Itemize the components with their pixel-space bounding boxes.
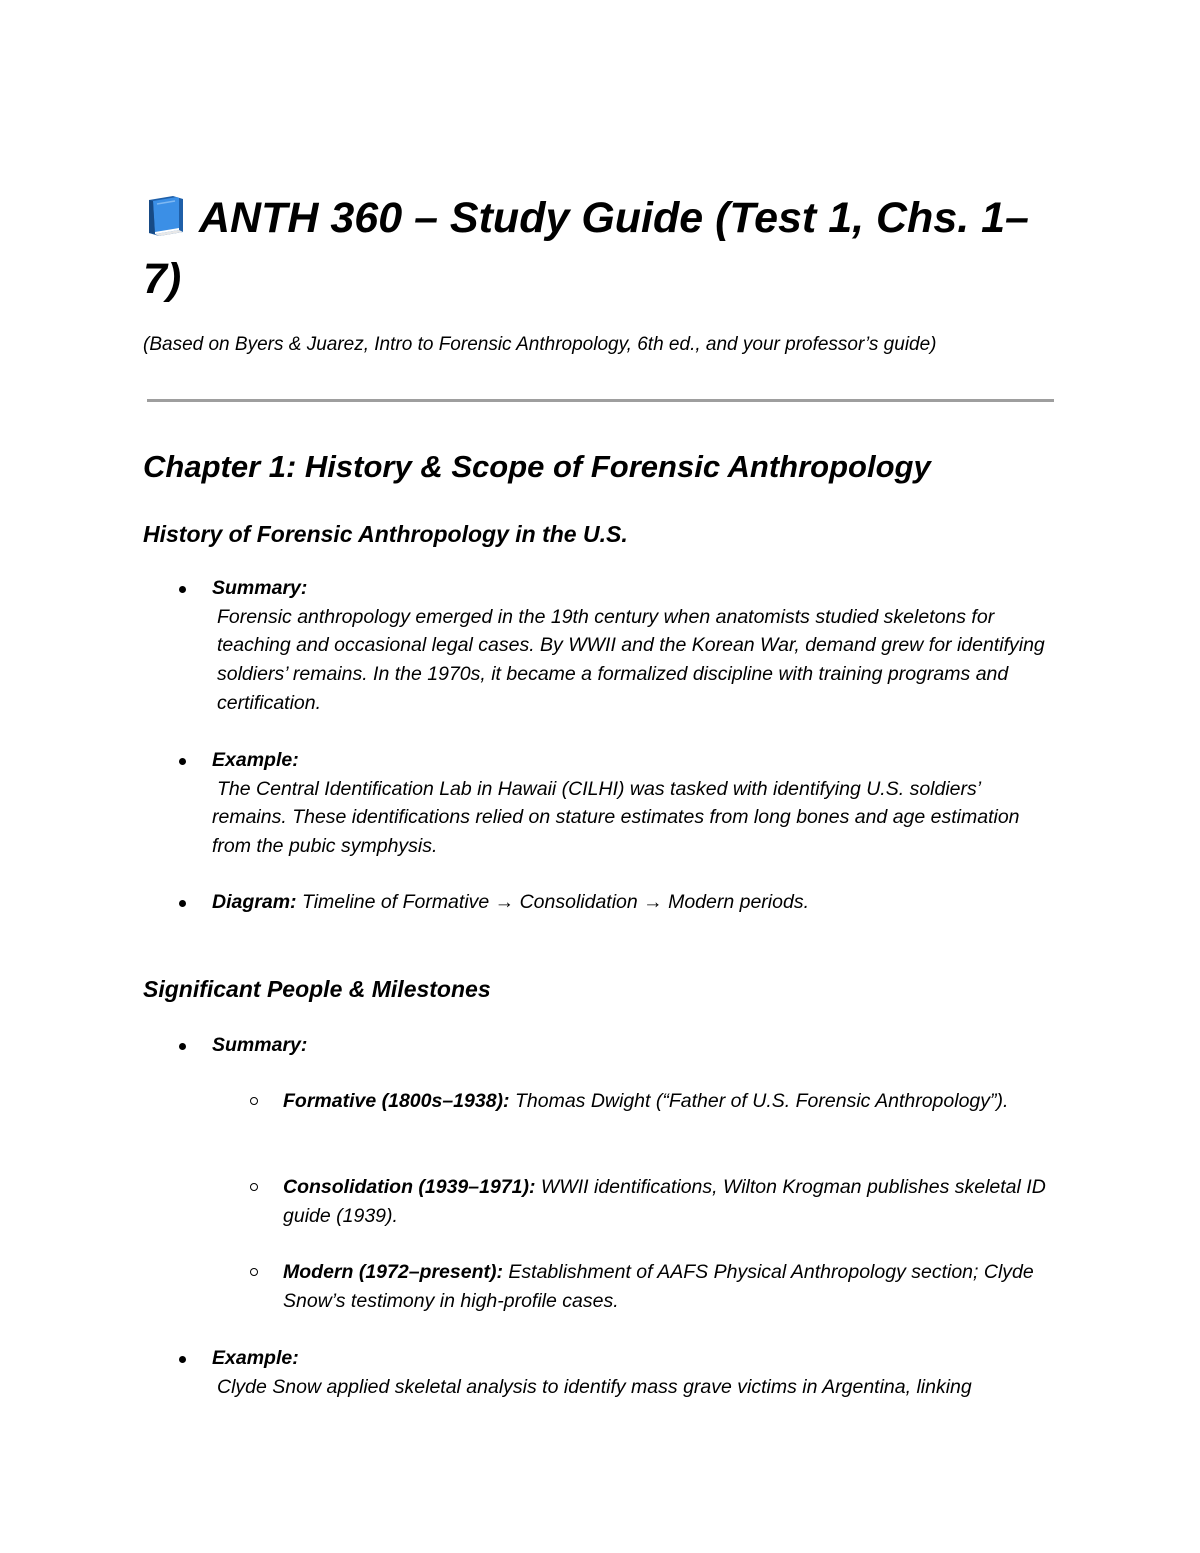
- document-title: [143, 188, 1058, 310]
- period-text: WWII identifications, Wilton Krogman publishes skeletal ID guide (1939).: [283, 1176, 1046, 1227]
- history-heading: History of Forensic Anthropology in the U.S.: [143, 521, 628, 547]
- history-summary-item: [143, 574, 1058, 718]
- people-heading: Significant People & Milestones: [143, 976, 491, 1002]
- period-item-modern: [143, 1258, 1058, 1315]
- bullet-dot-icon: [179, 1043, 186, 1050]
- bullet-dot-icon: [179, 586, 186, 593]
- horizontal-divider: [147, 399, 1054, 402]
- period-label: Formative (1800s–1938):: [283, 1090, 510, 1112]
- period-item-formative: [143, 1087, 1058, 1116]
- period-text: Thomas Dwight (“Father of U.S. Forensic Anthropology”).: [514, 1090, 1009, 1112]
- period-text: Establishment of AAFS Physical Anthropology section; Clyde Snow’s testimony in high-profile cases.: [283, 1261, 1034, 1312]
- people-example-text: Clyde Snow applied skeletal analysis to identify mass grave victims in Argentina, linking: [217, 1375, 972, 1398]
- hollow-bullet-icon: [250, 1268, 258, 1276]
- chapter-1-heading: Chapter 1: History & Scope of Forensic Anthropology: [143, 449, 931, 484]
- people-example-item: [143, 1344, 1058, 1401]
- document-subtitle: (Based on Byers & Juarez, Intro to Forensic Anthropology, 6th ed., and your professor’s guide): [143, 334, 937, 355]
- history-diagram-item: [143, 888, 1058, 917]
- period-item-consolidation: [143, 1173, 1058, 1230]
- hollow-bullet-icon: [250, 1097, 258, 1105]
- bullet-dot-icon: [179, 900, 186, 907]
- blue-book-icon: [143, 192, 189, 238]
- people-example-label: Example:: [212, 1347, 299, 1369]
- history-example-text: The Central Identification Lab in Hawaii (CILHI) was tasked with identifying U.S. soldiers’ remains. These identifications relied on stature estimates from long bones and age estimation from the pubic symphysis.: [212, 777, 1020, 858]
- history-diagram-text: Timeline of Formative → Consolidation → Modern periods.: [301, 891, 809, 913]
- history-example-item: [143, 746, 1058, 861]
- people-summary-item: [143, 1031, 1058, 1060]
- bullet-dot-icon: [179, 758, 186, 765]
- history-summary-text: Forensic anthropology emerged in the 19th century when anatomists studied skeletons for teaching and occasional legal cases. By WWII and the Korean War, demand grew for identifying soldiers’ remains. In the 1970s, it became a formalized discipline with training programs and certification.: [217, 605, 1045, 714]
- period-label: Modern (1972–present):: [283, 1261, 503, 1283]
- history-example-label: Example:: [212, 749, 299, 771]
- document-title-text: ANTH 360 – Study Guide (Test 1, Chs. 1–7): [143, 194, 1029, 303]
- history-diagram-label: Diagram:: [212, 891, 297, 913]
- bullet-dot-icon: [179, 1356, 186, 1363]
- history-summary-label: Summary:: [212, 577, 308, 599]
- people-summary-label: Summary:: [212, 1034, 308, 1056]
- hollow-bullet-icon: [250, 1183, 258, 1191]
- period-label: Consolidation (1939–1971):: [283, 1176, 536, 1198]
